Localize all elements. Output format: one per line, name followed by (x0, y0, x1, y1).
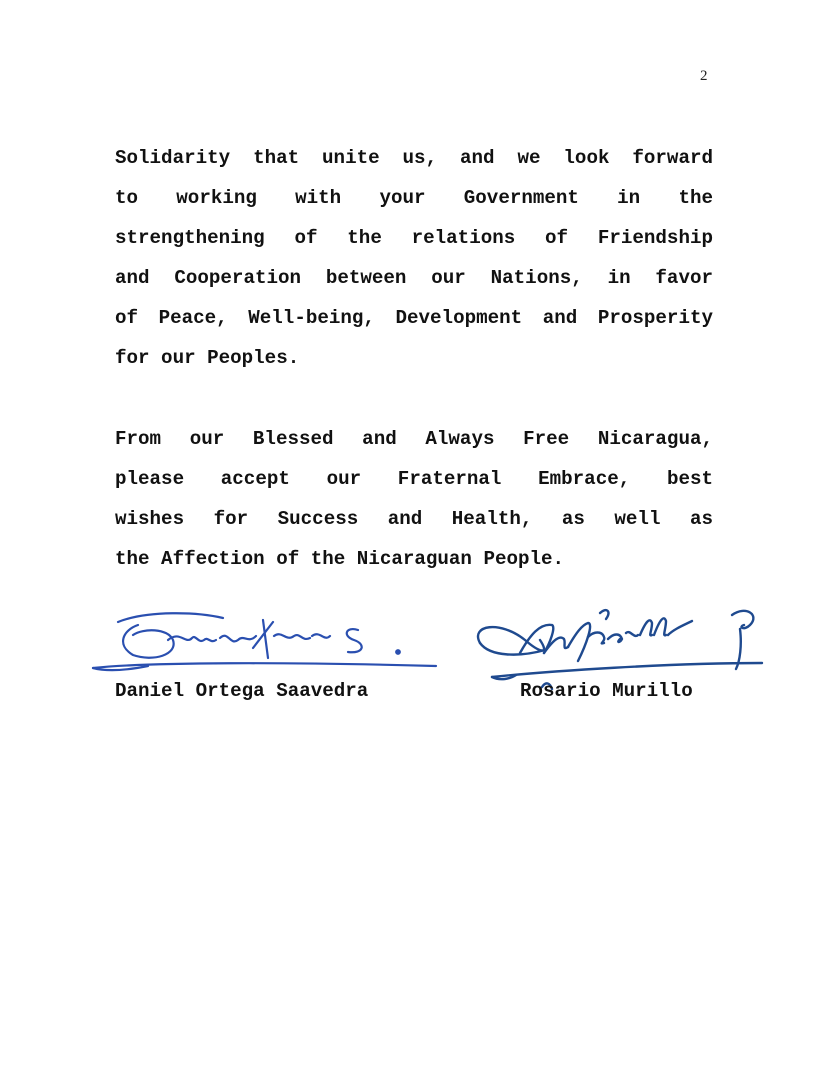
text-line: for our Peoples. (115, 347, 300, 370)
paragraph-closing-wishes (115, 138, 713, 379)
text-line: From our Blessed and Always Free Nicaragua, (115, 427, 713, 450)
text-line: the Affection of the Nicaraguan People. (115, 547, 565, 570)
text-line: to working with your Government in the (115, 187, 713, 210)
letter-body (115, 138, 713, 579)
signer-name-rosario-murillo: Rosario Murillo (520, 680, 693, 702)
text-line: strengthening of the relations of Friendship (115, 227, 713, 250)
text-line: wishes for Success and Health, as well as (115, 507, 713, 530)
text-line: of Peace, Well-being, Development and Prosperity (115, 307, 713, 330)
page-number: 2 (700, 68, 708, 84)
text-line: Solidarity that unite us, and we look forward (115, 147, 713, 169)
signer-name-daniel-ortega: Daniel Ortega Saavedra (115, 680, 369, 702)
text-line: please accept our Fraternal Embrace, best (115, 467, 713, 490)
paragraph-farewell (115, 419, 713, 579)
text-line: and Cooperation between our Nations, in favor (115, 267, 713, 290)
